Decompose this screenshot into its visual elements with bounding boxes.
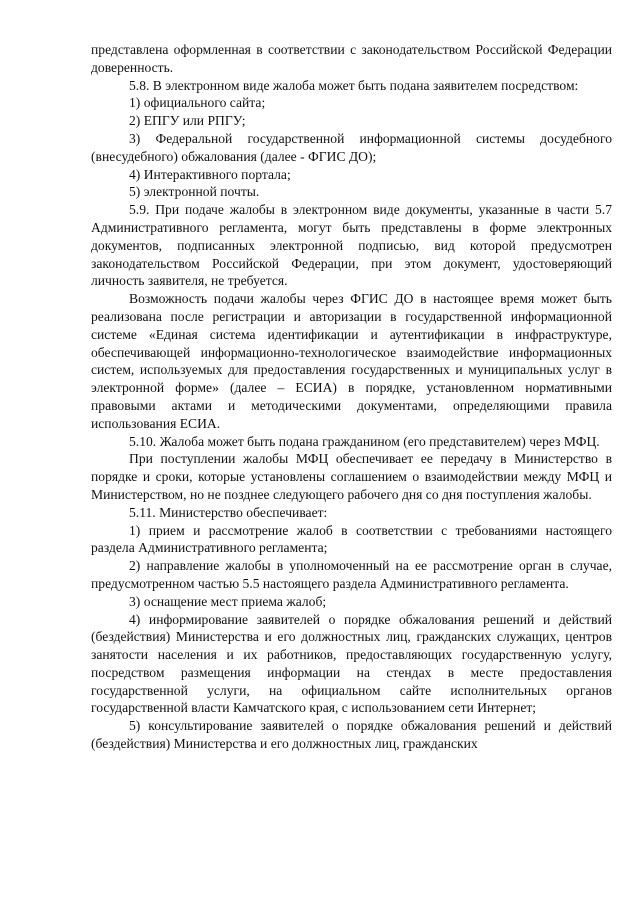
list-item-equipment: 3) оснащение мест приема жалоб; <box>129 593 327 609</box>
list-item-forwarding: 2) направление жалобы в уполномоченный на ее рассмотрение орган в случае, предусмотренном частью 5.5 настоящего раздела Административного регламента. <box>91 558 612 591</box>
list-item-fgis-do: 3) Федеральной государственной информационной системы досудебного (внесудебного) обжалования (далее - ФГИС ДО); <box>91 130 612 164</box>
list-item-informing: 4) информирование заявителей о порядке обжалования решений и действий (бездействия) Министерства и его должностных лиц, гражданских служащих, центров занятости населения и их работников, предоставляющих государственную услугу, посредством размещения информации на стендах в месте предоставления государственной услуги, на официальном сайте исполнительных органов государственной власти Камчатского края, с использованием сети Интернет; <box>91 611 612 716</box>
list-item-reception: 1) прием и рассмотрение жалоб в соответствии с требованиями настоящего раздела Административного регламента; <box>91 522 612 556</box>
paragraph-5-9: 5.9. При подаче жалобы в электронном виде документы, указанные в части 5.7 Административного регламента, могут быть представлены в форме электронных документов, подписанных электронной подписью, вид которой предусмотрен законодательством Российской Федерации, при этом документ, удостоверяющий личность заявителя, не требуется. <box>91 202 612 289</box>
paragraph-5-11: 5.11. Министерство обеспечивает: <box>129 504 328 520</box>
paragraph-fgis-esia: Возможность подачи жалобы через ФГИС ДО в настоящее время может быть реализована после регистрации и авторизации в государственной информационной системе «Единая система идентификации и аутентификации в инфраструктуре, обеспечивающей информационно-технологическое взаимодействие информационных систем, используемых для предоставления государственных и муниципальных услуг в электронной форме» (далее – ЕСИА) в порядке, установленном нормативными правовыми актами и методическими документами, определяющими правила использования ЕСИА. <box>91 291 612 431</box>
list-item-email: 5) электронной почты. <box>129 184 260 200</box>
paragraph-5-8: 5.8. В электронном виде жалоба может быть подана заявителем посредством: <box>129 77 579 93</box>
paragraph-5-10: 5.10. Жалоба может быть подана гражданином (его представителем) через МФЦ. <box>129 433 600 449</box>
document-page <box>91 41 612 753</box>
list-item-interactive-portal: 4) Интерактивного портала; <box>129 166 291 182</box>
paragraph-continuation: представлена оформленная в соответствии с законодательством Российской Федерации доверенность. <box>91 42 612 75</box>
paragraph-mfc-transfer: При поступлении жалобы МФЦ обеспечивает ее передачу в Министерство в порядке и сроки, которые установлены соглашением о взаимодействии между МФЦ и Министерством, но не позднее следующего рабочего дня со дня поступления жалобы. <box>91 451 612 502</box>
list-item-epgu-rpgu: 2) ЕПГУ или РПГУ; <box>129 113 246 129</box>
list-item-consulting: 5) консультирование заявителей о порядке обжалования решений и действий (бездействия) Министерства и его должностных лиц, гражданских <box>91 718 612 752</box>
list-item-official-site: 1) официального сайта; <box>129 95 266 111</box>
